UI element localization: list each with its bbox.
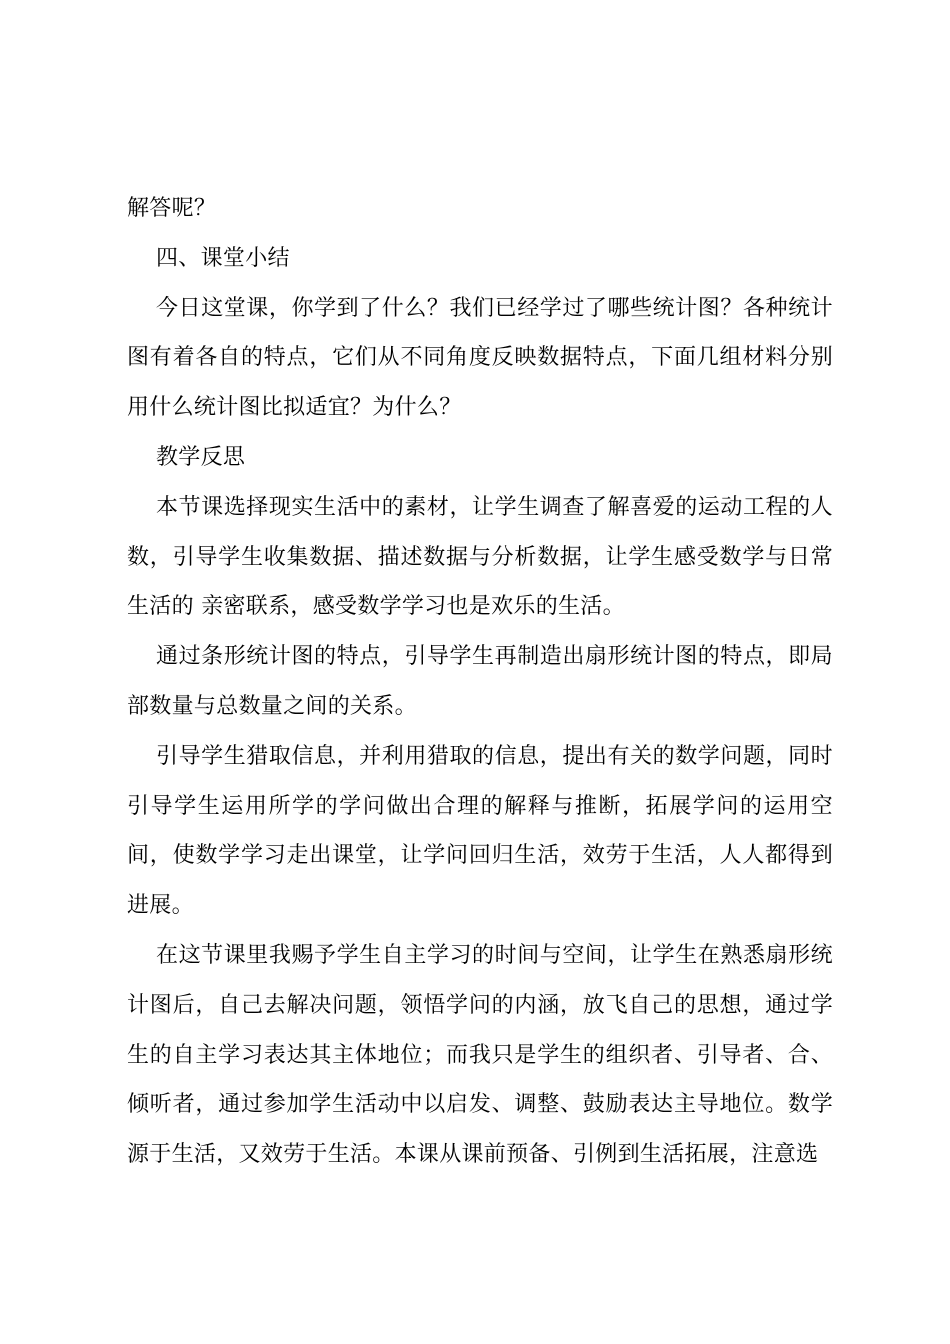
section-heading-summary: 四、课堂小结 bbox=[156, 245, 290, 271]
paragraph-8: 在这节课里我赐予学生自主学习的时间与空间，让学生在熟悉扇形统计图后，自己去解决问题，领悟学问的内涵，放飞自己的思想，通过学生的自主学习表达其主体地位；而我只是学生的组织者、引导者、合、倾听者，通过参加学生活动中以启发、调整、鼓励表达主导地位。数学源于生活，又效劳于生活。本课从课前预备、引例到生活拓展，注意选 bbox=[127, 942, 833, 1168]
paragraph-1: 解答呢？ bbox=[127, 196, 217, 221]
paragraph-6: 通过条形统计图的特点，引导学生再制造出扇形统计图的特点，即局部数量与总数量之间的关系。 bbox=[127, 644, 833, 719]
paragraph-5: 本节课选择现实生活中的素材，让学生调查了解喜爱的运动工程的人数，引导学生收集数据、描述数据与分析数据，让学生感受数学与日常生活的 亲密联系，感受数学学习也是欢乐的生活。 bbox=[127, 494, 833, 620]
paragraph-3: 今日这堂课，你学到了什么？我们已经学过了哪些统计图？各种统计图有着各自的特点，它们从不同角度反映数据特点，下面几组材料分别用什么统计图比拟适宜？为什么？ bbox=[127, 295, 833, 421]
body-text bbox=[127, 184, 833, 1180]
section-heading-reflection: 教学反思 bbox=[156, 444, 246, 470]
paragraph-7: 引导学生猎取信息，并利用猎取的信息，提出有关的数学问题，同时引导学生运用所学的学问做出合理的解释与推断，拓展学问的运用空间，使数学学习走出课堂，让学问回归生活，效劳于生活，人人都得到进展。 bbox=[127, 743, 833, 919]
